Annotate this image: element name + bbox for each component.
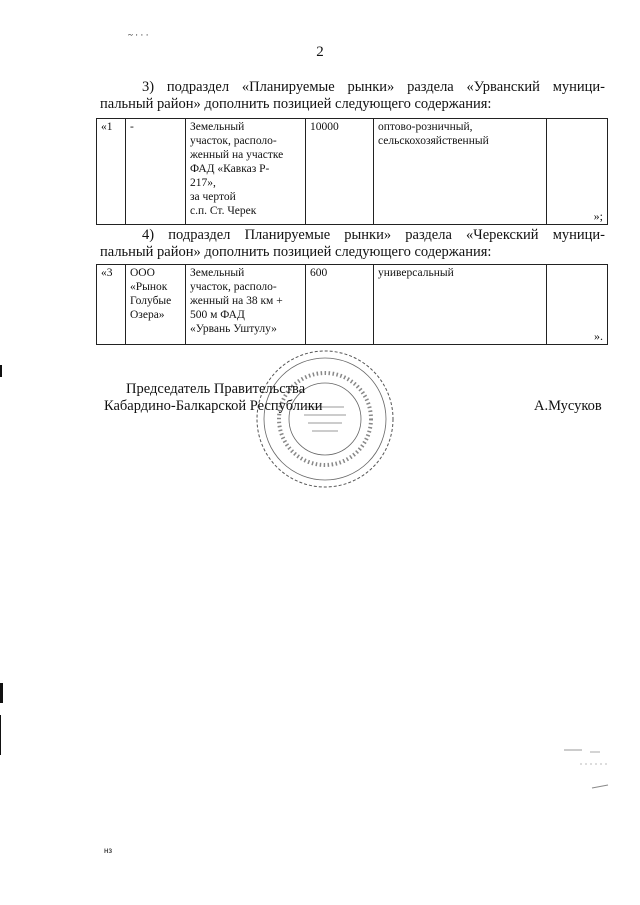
location-line: участок, располо-: [190, 281, 277, 293]
closing-quote: ».: [594, 329, 603, 343]
section3-line1: 3) подраздел «Планируемые рынки» раздела «Урванский муници-: [142, 79, 605, 95]
operator-line: «Рынок: [130, 281, 168, 293]
operator-line: ООО: [130, 267, 155, 279]
header-scribble: ~ · · ·: [128, 30, 149, 40]
signatory-name: А.Мусуков: [534, 398, 602, 414]
signatory-title-line2: Кабардино-Балкарской Республики: [104, 398, 323, 414]
signatory-title-line1: Председатель Правительства: [126, 381, 306, 397]
location-line: за чертой: [190, 191, 236, 203]
type-line: универсальный: [378, 267, 454, 279]
location-line: 500 м ФАД: [190, 309, 245, 321]
cell-closing: [547, 119, 608, 225]
market-table-urvan: [96, 118, 608, 225]
cell-type: [374, 119, 547, 225]
location-line: ФАД «Кавказ Р-: [190, 163, 270, 175]
section3-paragraph: [100, 79, 605, 113]
type-line: оптово-розничный,: [378, 121, 473, 133]
section4-paragraph: [100, 227, 605, 261]
location-line: Земельный: [190, 267, 245, 279]
location-line: с.п. Ст. Черек: [190, 205, 257, 217]
location-line: женный на участке: [190, 149, 284, 161]
scan-artifact: [0, 365, 2, 377]
section3-line2: пальный район» дополнить позицией следующего содержания:: [100, 96, 492, 112]
table-row: [97, 119, 608, 225]
cell-number: «3: [97, 265, 126, 345]
page-number: 2: [316, 44, 324, 60]
scan-artifact: [0, 683, 3, 703]
cell-area: 10000: [306, 119, 374, 225]
cell-operator: [126, 265, 186, 345]
footer-mark: нз: [104, 846, 113, 855]
location-line: 217»,: [190, 177, 216, 189]
cell-area: 600: [306, 265, 374, 345]
location-line: Земельный: [190, 121, 245, 133]
location-line: участок, располо-: [190, 135, 277, 147]
location-line: женный на 38 км +: [190, 295, 283, 307]
faint-marks-icon: [560, 740, 640, 800]
market-table-cherek: [96, 264, 608, 345]
type-line: сельскохозяйственный: [378, 135, 489, 147]
operator-line: Озера»: [130, 309, 165, 321]
cell-number: «1: [97, 119, 126, 225]
closing-quote: »;: [593, 209, 603, 223]
operator-line: Голубые: [130, 295, 172, 307]
cell-closing: [547, 265, 608, 345]
location-line: «Урвань Уштулу»: [190, 323, 277, 335]
official-seal-icon: [254, 349, 396, 489]
cell-type: [374, 265, 547, 345]
cell-location: [186, 119, 306, 225]
cell-location: [186, 265, 306, 345]
section4-line1: 4) подраздел Планируемые рынки» раздела «Черекский муници-: [142, 227, 605, 243]
scan-artifact: [0, 715, 1, 755]
cell-operator: -: [126, 119, 186, 225]
section4-line2: пальный район» дополнить позицией следующего содержания:: [100, 244, 492, 260]
table-row: [97, 265, 608, 345]
